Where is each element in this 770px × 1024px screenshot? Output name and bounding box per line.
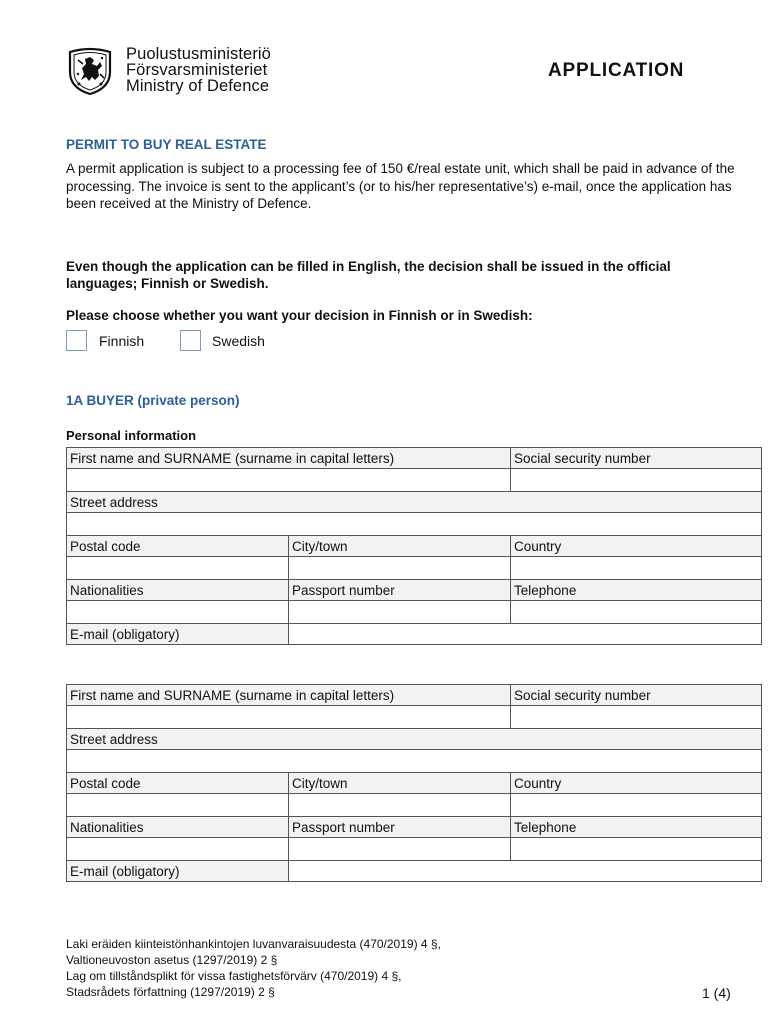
passport-field[interactable] bbox=[289, 838, 511, 861]
name-label: First name and SURNAME (surname in capital letters) bbox=[67, 685, 511, 706]
buyer-form-2 bbox=[66, 684, 762, 882]
postal-field[interactable] bbox=[67, 794, 289, 817]
swedish-label: Swedish bbox=[212, 333, 265, 349]
ministry-name-sv: Försvarsministeriet bbox=[126, 61, 268, 79]
personal-info-heading: Personal information bbox=[66, 428, 197, 443]
ssn-field[interactable] bbox=[511, 469, 762, 492]
legal-line: Laki eräiden kiinteistönhankintojen luvanvaraisuudesta (470/2019) 4 §, bbox=[66, 937, 441, 951]
country-label: Country bbox=[511, 536, 762, 557]
email-label: E-mail (obligatory) bbox=[67, 861, 289, 882]
city-label: City/town bbox=[289, 773, 511, 794]
name-field[interactable] bbox=[67, 706, 511, 729]
ministry-name-en: Ministry of Defence bbox=[126, 77, 270, 95]
passport-label: Passport number bbox=[289, 817, 511, 838]
city-label: City/town bbox=[289, 536, 511, 557]
ssn-label: Social security number bbox=[511, 685, 762, 706]
language-note: Even though the application can be filled in English, the decision shall be issued in the official languages; Finnish or Swedish. bbox=[66, 259, 671, 291]
street-label: Street address bbox=[67, 492, 762, 513]
legal-line: Lag om tillståndsplikt för vissa fastighetsförvärv (470/2019) 4 §, bbox=[66, 969, 402, 983]
ssn-field[interactable] bbox=[511, 706, 762, 729]
document-title: APPLICATION bbox=[548, 60, 685, 81]
ssn-label: Social security number bbox=[511, 448, 762, 469]
passport-field[interactable] bbox=[289, 601, 511, 624]
postal-label: Postal code bbox=[67, 536, 289, 557]
name-field[interactable] bbox=[67, 469, 511, 492]
email-field[interactable] bbox=[289, 624, 762, 645]
city-field[interactable] bbox=[289, 794, 511, 817]
legal-line: Stadsrådets författning (1297/2019) 2 § bbox=[66, 985, 275, 999]
telephone-label: Telephone bbox=[511, 817, 762, 838]
ministry-name bbox=[126, 46, 271, 94]
nationalities-label: Nationalities bbox=[67, 817, 289, 838]
nationalities-field[interactable] bbox=[67, 601, 289, 624]
finnish-label: Finnish bbox=[99, 333, 145, 349]
nationalities-field[interactable] bbox=[67, 838, 289, 861]
coat-of-arms-logo bbox=[64, 44, 116, 96]
swedish-checkbox[interactable] bbox=[180, 330, 201, 351]
postal-field[interactable] bbox=[67, 557, 289, 580]
page-number: 1 (4) bbox=[702, 985, 731, 1001]
telephone-field[interactable] bbox=[511, 838, 762, 861]
language-choice-prompt: Please choose whether you want your decision in Finnish or in Swedish: bbox=[66, 308, 533, 323]
buyer-form-1 bbox=[66, 447, 762, 645]
street-label: Street address bbox=[67, 729, 762, 750]
ministry-name-fi: Puolustusministeriö bbox=[126, 45, 271, 63]
city-field[interactable] bbox=[289, 557, 511, 580]
section-title: PERMIT TO BUY REAL ESTATE bbox=[66, 137, 267, 152]
country-field[interactable] bbox=[511, 557, 762, 580]
email-label: E-mail (obligatory) bbox=[67, 624, 289, 645]
nationalities-label: Nationalities bbox=[67, 580, 289, 601]
legal-references bbox=[66, 936, 441, 1000]
country-field[interactable] bbox=[511, 794, 762, 817]
street-field[interactable] bbox=[67, 513, 762, 536]
buyer-section-title: 1A BUYER (private person) bbox=[66, 393, 240, 408]
email-field[interactable] bbox=[289, 861, 762, 882]
legal-line: Valtioneuvoston asetus (1297/2019) 2 § bbox=[66, 953, 278, 967]
fee-paragraph: A permit application is subject to a processing fee of 150 €/real estate unit, which shall be paid in advance of the processing. The invoice is sent to the applicant’s (or to his/her representative’s) e-mail, once the application has been received at the Ministry of Defence. bbox=[66, 161, 735, 211]
name-label: First name and SURNAME (surname in capital letters) bbox=[67, 448, 511, 469]
street-field[interactable] bbox=[67, 750, 762, 773]
country-label: Country bbox=[511, 773, 762, 794]
postal-label: Postal code bbox=[67, 773, 289, 794]
telephone-field[interactable] bbox=[511, 601, 762, 624]
finnish-checkbox[interactable] bbox=[66, 330, 87, 351]
telephone-label: Telephone bbox=[511, 580, 762, 601]
passport-label: Passport number bbox=[289, 580, 511, 601]
